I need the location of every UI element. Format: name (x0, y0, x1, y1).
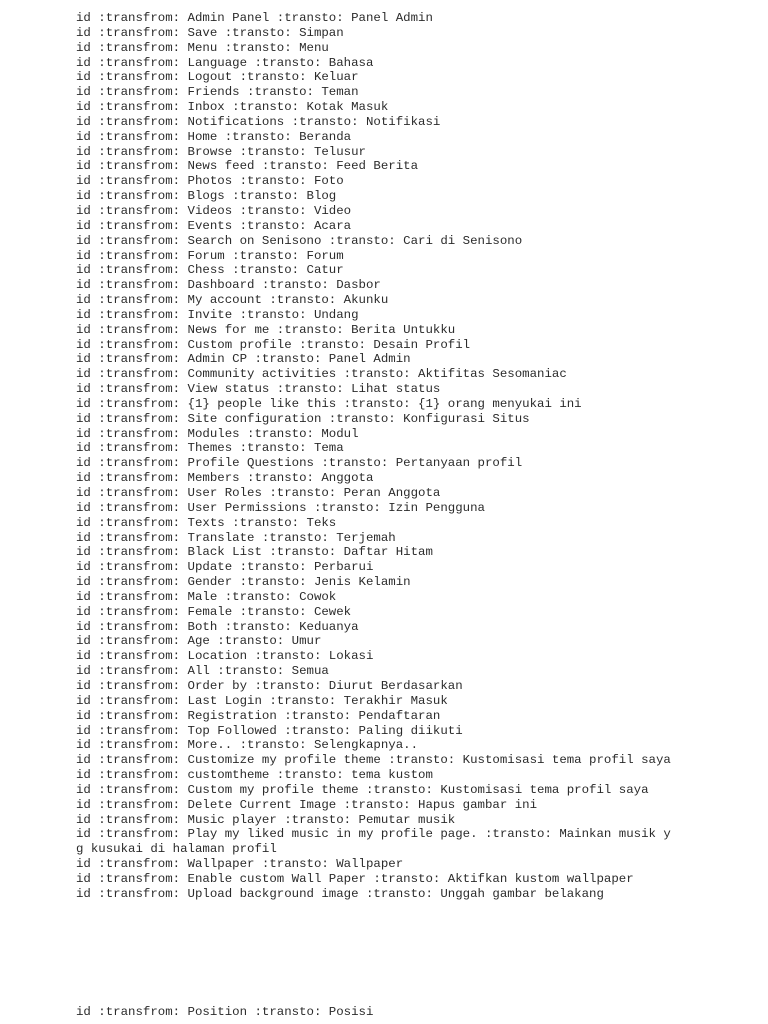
translation-line: id :transfrom: Dashboard :transto: Dasbor (76, 278, 381, 293)
translation-line: id :transfrom: News for me :transto: Berita Untukku (76, 322, 456, 337)
translation-line: id :transfrom: Order by :transto: Diurut Berdasarkan (76, 678, 463, 693)
translation-line: id :transfrom: News feed :transto: Feed Berita (76, 159, 419, 174)
translation-line: id :transfrom: Friends :transto: Teman (76, 85, 359, 100)
translation-line: id :transfrom: Themes :transto: Tema (76, 441, 344, 456)
translation-line: id :transfrom: Upload background image :transto: Unggah gambar belakang (76, 886, 604, 901)
translation-line: id :transfrom: Site configuration :transto: Konfigurasi Situs (76, 411, 530, 426)
translation-line: id :transfrom: Custom my profile theme :transto: Kustomisasi tema profil saya (76, 782, 649, 797)
translation-line: id :transfrom: Notifications :transto: Notifikasi (76, 114, 441, 129)
translation-line: id :transfrom: All :transto: Semua (76, 664, 329, 679)
translation-line: id :transfrom: Community activities :transto: Aktifitas Sesomaniac (76, 367, 567, 382)
translation-line: id :transfrom: Home :transto: Beranda (76, 129, 352, 144)
translation-line: id :transfrom: Browse :transto: Telusur (76, 144, 366, 159)
translation-line: id :transfrom: Wallpaper :transto: Wallpaper (76, 857, 404, 872)
translation-line: id :transfrom: Customize my profile theme :transto: Kustomisasi tema profil saya (76, 753, 671, 768)
translation-line: id :transfrom: View status :transto: Lihat status (76, 382, 441, 397)
translation-line-continuation: g kusukai di halaman profil (76, 842, 277, 857)
translation-line: id :transfrom: Menu :transto: Menu (76, 40, 329, 55)
translation-line: id :transfrom: Profile Questions :transto: Pertanyaan profil (76, 456, 523, 471)
translation-line: id :transfrom: Male :transto: Cowok (76, 589, 337, 604)
translation-line: id :transfrom: Gender :transto: Jenis Kelamin (76, 575, 411, 590)
translation-line: id :transfrom: Female :transto: Cewek (76, 604, 352, 619)
translation-line: id :transfrom: Delete Current Image :transto: Hapus gambar ini (76, 797, 538, 812)
translation-line: id :transfrom: More.. :transto: Selengkapnya.. (76, 738, 419, 753)
translation-line: id :transfrom: {1} people like this :transto: {1} orang menyukai ini (76, 396, 582, 411)
translation-line: id :transfrom: Texts :transto: Teks (76, 515, 337, 530)
position-translation-line: id :transfrom: Position :transto: Posisi (76, 1005, 374, 1019)
translation-line: id :transfrom: Videos :transto: Video (76, 203, 352, 218)
translation-line: id :transfrom: Logout :transto: Keluar (76, 70, 359, 85)
translation-line: id :transfrom: Inbox :transto: Kotak Masuk (76, 100, 389, 115)
translation-line: id :transfrom: User Permissions :transto: Izin Pengguna (76, 500, 485, 515)
translation-line: id :transfrom: Photos :transto: Foto (76, 174, 344, 189)
translation-line: id :transfrom: customtheme :transto: tema kustom (76, 768, 433, 783)
translation-line: id :transfrom: Registration :transto: Pendaftaran (76, 708, 441, 723)
translation-line: id :transfrom: Black List :transto: Daftar Hitam (76, 545, 433, 560)
translation-line: id :transfrom: Play my liked music in my profile page. :transto: Mainkan musik y (76, 827, 671, 842)
translation-line: id :transfrom: Enable custom Wall Paper :transto: Aktifkan kustom wallpaper (76, 871, 634, 886)
translation-line: id :transfrom: User Roles :transto: Peran Anggota (76, 486, 441, 500)
translation-line: id :transfrom: Language :transto: Bahasa (76, 55, 374, 70)
translation-line: id :transfrom: Both :transto: Keduanya (76, 619, 359, 634)
translation-line: id :transfrom: Invite :transto: Undang (76, 307, 359, 322)
translation-line: id :transfrom: Admin CP :transto: Panel Admin (76, 352, 411, 367)
translation-line: id :transfrom: Events :transto: Acara (76, 218, 352, 233)
translation-line: id :transfrom: Blogs :transto: Blog (76, 189, 337, 204)
translation-line: id :transfrom: Top Followed :transto: Paling diikuti (76, 723, 463, 738)
translation-line: id :transfrom: Chess :transto: Catur (76, 263, 344, 278)
translation-line: id :transfrom: Location :transto: Lokasi (76, 649, 374, 664)
translation-line: id :transfrom: Age :transto: Umur (76, 634, 322, 649)
translation-line: id :transfrom: Members :transto: Anggota (76, 471, 374, 486)
translation-line: id :transfrom: Search on Senisono :transto: Cari di Senisono (76, 233, 523, 248)
translation-line: id :transfrom: Translate :transto: Terjemah (76, 530, 396, 545)
translation-line: id :transfrom: Update :transto: Perbarui (76, 560, 374, 575)
translation-list (76, 11, 716, 902)
translation-line: id :transfrom: Forum :transto: Forum (76, 248, 344, 263)
translation-line: id :transfrom: Music player :transto: Pemutar musik (76, 812, 456, 827)
translation-line: id :transfrom: My account :transto: Akunku (76, 293, 389, 308)
translation-line: id :transfrom: Save :transto: Simpan (76, 25, 344, 40)
translation-line: id :transfrom: Admin Panel :transto: Panel Admin (76, 11, 433, 25)
translation-line: id :transfrom: Last Login :transto: Terakhir Masuk (76, 693, 448, 708)
translation-line: id :transfrom: Modules :transto: Modul (76, 426, 359, 441)
translation-line: id :transfrom: Custom profile :transto: Desain Profil (76, 337, 471, 352)
